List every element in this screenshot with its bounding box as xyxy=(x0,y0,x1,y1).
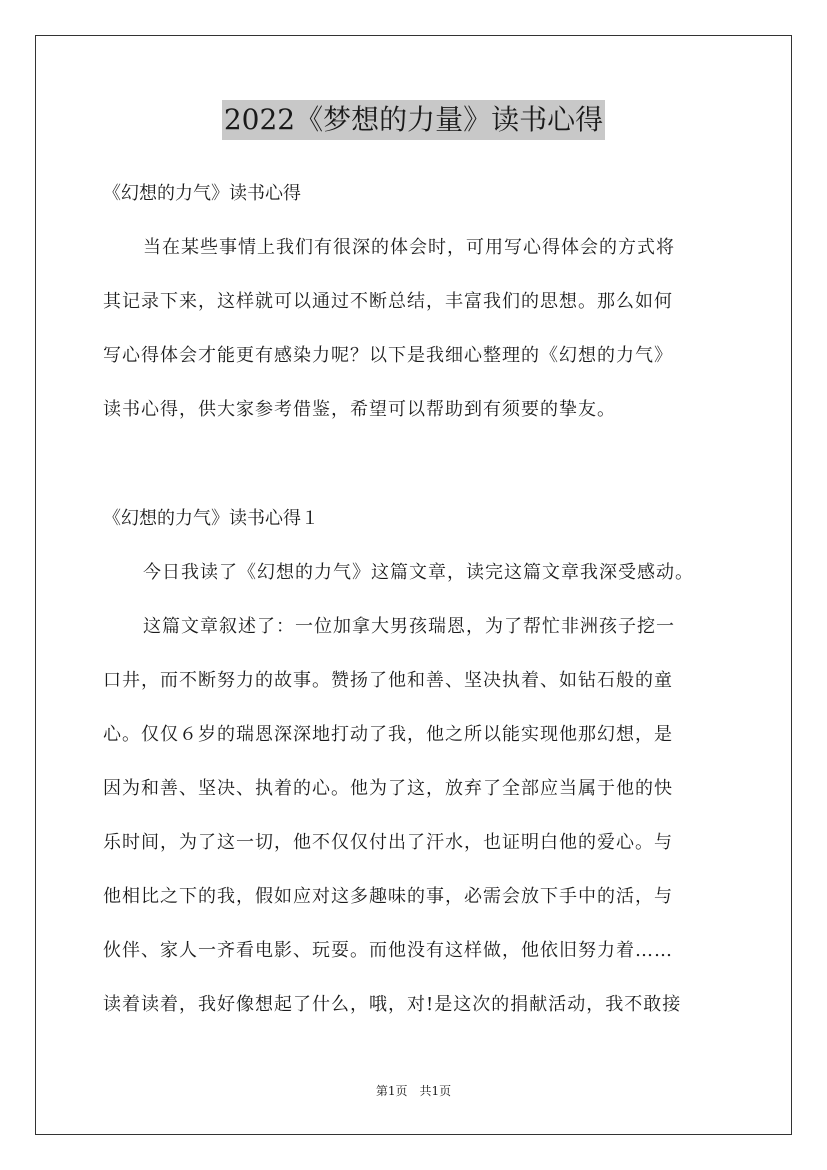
section1-p2-line: 因为和善、坚决、执着的心。他为了这，放弃了全部应当属于他的快 xyxy=(103,778,673,799)
document-title: 2022《梦想的力量》读书心得 xyxy=(222,100,605,140)
section1-p2-line: 读着读着，我好像想起了什么，哦，对!是这次的捐献活动，我不敢接 xyxy=(103,994,682,1015)
intro-line: 写心得体会才能更有感染力呢？以下是我细心整理的《幻想的力气》 xyxy=(103,345,673,366)
intro-line: 读书心得，供大家参考借鉴，希望可以帮助到有须要的挚友。 xyxy=(103,399,616,420)
section1-paragraph-1: 今日我读了《幻想的力气》这篇文章，读完这篇文章我深受感动。 xyxy=(143,562,694,583)
section1-heading: 《幻想的力气》读书心得１ xyxy=(103,508,319,529)
intro-heading: 《幻想的力气》读书心得 xyxy=(103,183,301,204)
page-footer: 第1页 共1页 xyxy=(375,1084,452,1098)
section1-p2-line: 这篇文章叙述了：一位加拿大男孩瑞恩，为了帮忙非洲孩子挖一 xyxy=(143,616,675,637)
intro-line: 其记录下来，这样就可以通过不断总结，丰富我们的思想。那么如何 xyxy=(103,291,673,312)
title-container xyxy=(0,100,827,140)
section1-p2-line: 乐时间，为了这一切，他不仅仅付出了汗水，也证明白他的爱心。与 xyxy=(103,832,673,853)
section1-p2-line: 他相比之下的我，假如应对这多趣味的事，必需会放下手中的活，与 xyxy=(103,886,673,907)
section1-p2-line: 心。仅仅６岁的瑞恩深深地打动了我，他之所以能实现他那幻想，是 xyxy=(103,724,673,745)
section1-p2-line: 伙伴、家人一齐看电影、玩耍。而他没有这样做，他依旧努力着…… xyxy=(103,940,673,961)
intro-line: 当在某些事情上我们有很深的体会时，可用写心得体会的方式将 xyxy=(143,237,675,258)
section1-p2-line: 口井，而不断努力的故事。赞扬了他和善、坚决执着、如钻石般的童 xyxy=(103,670,673,691)
